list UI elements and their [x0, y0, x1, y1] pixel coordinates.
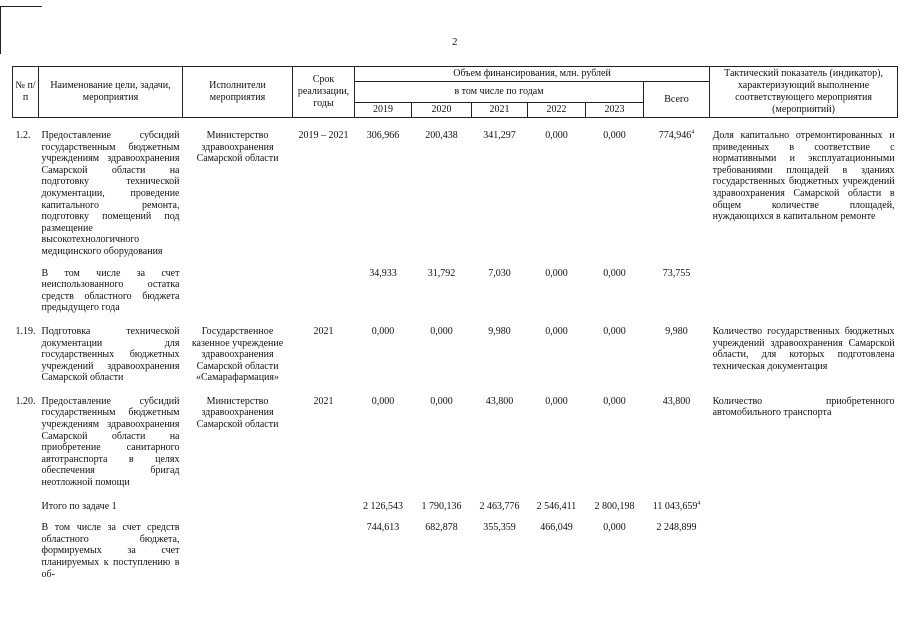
header-indicator: Тактический показатель (индикатор), характеризующий выполнение соответствующего мероприятия (мероприятий) — [710, 67, 898, 118]
row-number — [13, 258, 39, 314]
table-row — [13, 489, 898, 513]
row-term: 2021 — [313, 395, 334, 407]
header-executors: Исполнители мероприятия — [183, 67, 293, 118]
header-year-2021: 2021 — [472, 103, 528, 118]
row-indicator — [710, 258, 898, 314]
row-executor: Министерство здравоохранения Самарской области — [196, 130, 279, 165]
header-total: Всего — [644, 82, 710, 118]
row-value-2019: 744,613 — [366, 522, 400, 534]
row-value-2021: 2 463,776 — [479, 500, 520, 512]
row-value-2019: 306,966 — [366, 130, 400, 141]
row-value-2021: 355,359 — [483, 522, 516, 534]
row-value-2022: 0,000 — [545, 395, 568, 407]
row-value-2021: 9,980 — [488, 325, 511, 337]
row-name: Итого по задаче 1 — [41, 500, 117, 512]
row-value-2020: 200,438 — [425, 130, 458, 141]
total-value: 73,755 — [662, 267, 691, 279]
row-value-2020: 0,000 — [430, 395, 453, 407]
total-value: 9,980 — [665, 325, 688, 337]
row-value-2022: 466,049 — [540, 522, 573, 534]
row-total — [644, 489, 710, 513]
row-executor — [183, 258, 293, 314]
row-total — [644, 258, 710, 314]
total-value: 43,800 — [662, 395, 691, 407]
row-term: 2019 – 2021 — [298, 130, 349, 141]
total-value: 11 043,659 — [652, 500, 698, 512]
row-value-2023: 2 800,198 — [594, 500, 635, 512]
header-year-2019: 2019 — [355, 103, 412, 118]
table-row — [13, 512, 898, 580]
header-no: № п/п — [13, 67, 39, 118]
table-row — [13, 384, 898, 489]
row-value-2022: 0,000 — [545, 130, 568, 141]
row-value-2019: 0,000 — [371, 325, 395, 337]
row-indicator: Доля капитально отремонтированных и приведенных в соответствие с нормативными и эксплуатационными требованиями площадей в зданиях государственных бюджетных учреждений здравоохранения Самарской области в общем количестве площадей, нуждающихся в капитальном ремонте — [712, 130, 895, 223]
row-name: Подготовка технической документации для государственных бюджетных учреждений здравоохранения Самарской области — [41, 325, 180, 384]
row-number — [13, 512, 39, 580]
scan-border-top — [0, 6, 42, 7]
footnote-mark: 4 — [691, 129, 695, 136]
scan-border-left — [0, 6, 1, 54]
row-executor: Государственное казенное учреждение здравоохранения Самарской области «Самарафармация» — [191, 325, 284, 384]
row-value-2019: 2 126,543 — [363, 500, 403, 512]
row-executor — [183, 489, 293, 513]
row-value-2023: 0,000 — [603, 395, 626, 407]
row-total — [644, 512, 710, 580]
row-indicator: Количество приобретенного автомобильного транспорта — [712, 395, 895, 419]
row-total — [644, 118, 710, 258]
total-value: 2 248,899 — [656, 522, 697, 534]
row-number: 1.2. — [15, 130, 31, 141]
row-term — [293, 258, 355, 314]
row-executor — [183, 512, 293, 580]
funding-table — [12, 66, 898, 580]
row-indicator — [710, 512, 898, 580]
row-number: 1.20. — [15, 395, 36, 407]
row-value-2021: 43,800 — [485, 395, 514, 407]
row-value-2019: 0,000 — [371, 395, 395, 407]
footnote-mark: 4 — [697, 500, 701, 507]
row-value-2021: 7,030 — [488, 267, 511, 279]
header-term: Срок реализации, годы — [293, 67, 355, 118]
row-number: 1.19. — [15, 325, 36, 337]
row-term — [293, 489, 355, 513]
header-name: Наименование цели, задачи, мероприятия — [39, 67, 183, 118]
row-indicator: Количество государственных бюджетных учреждений здравоохранения Самарской области, для которых подготовлена техническая документация — [712, 325, 895, 372]
row-value-2020: 0,000 — [430, 325, 453, 337]
row-value-2022: 0,000 — [545, 325, 568, 337]
header-year-2020: 2020 — [412, 103, 472, 118]
page-number: 2 — [452, 36, 458, 48]
row-number — [13, 489, 39, 513]
row-executor: Министерство здравоохранения Самарской области — [196, 395, 279, 431]
row-value-2021: 341,297 — [483, 130, 516, 141]
header-year-2022: 2022 — [528, 103, 586, 118]
header-year-2023: 2023 — [586, 103, 644, 118]
row-value-2023: 0,000 — [603, 130, 626, 141]
row-name: В том числе за счет средств областного бюджета, формируемых за счет планируемых к поступлению в об- — [41, 522, 180, 580]
row-term: 2021 — [313, 325, 334, 337]
row-value-2023: 0,000 — [603, 522, 626, 534]
table-row — [13, 314, 898, 384]
row-value-2020: 31,792 — [427, 267, 456, 279]
total-value: 774,946 — [658, 130, 692, 141]
header-funding: Объем финансирования, млн. рублей — [355, 67, 710, 82]
row-value-2023: 0,000 — [603, 325, 626, 337]
row-value-2022: 2 546,411 — [536, 500, 577, 512]
row-indicator — [710, 489, 898, 513]
table-row — [13, 258, 898, 314]
row-name: Предоставление субсидий государственным бюджетным учреждениям здравоохранения Самарской области на подготовку технической документации, проведение капитального ремонта, подготовку помещений под размещение высокотехнологичного медицинского оборудования — [41, 130, 180, 257]
row-value-2020: 682,878 — [425, 522, 458, 534]
row-total — [644, 384, 710, 489]
row-value-2020: 1 790,136 — [421, 500, 462, 512]
row-value-2023: 0,000 — [603, 267, 626, 279]
row-name: Предоставление субсидий государственным бюджетным учреждениям здравоохранения Самарской области на приобретение санитарного автотранспорта в целях обеспечения бригад неотложной помощи — [41, 395, 180, 489]
row-value-2022: 0,000 — [545, 267, 568, 279]
row-name: В том числе за счет неиспользованного остатка средств областного бюджета предыдущего года — [41, 267, 180, 314]
row-term — [293, 512, 355, 580]
row-total — [644, 314, 710, 384]
row-value-2019: 34,933 — [369, 267, 397, 279]
header-by-years: в том числе по годам — [355, 82, 644, 103]
table-row — [13, 118, 898, 258]
